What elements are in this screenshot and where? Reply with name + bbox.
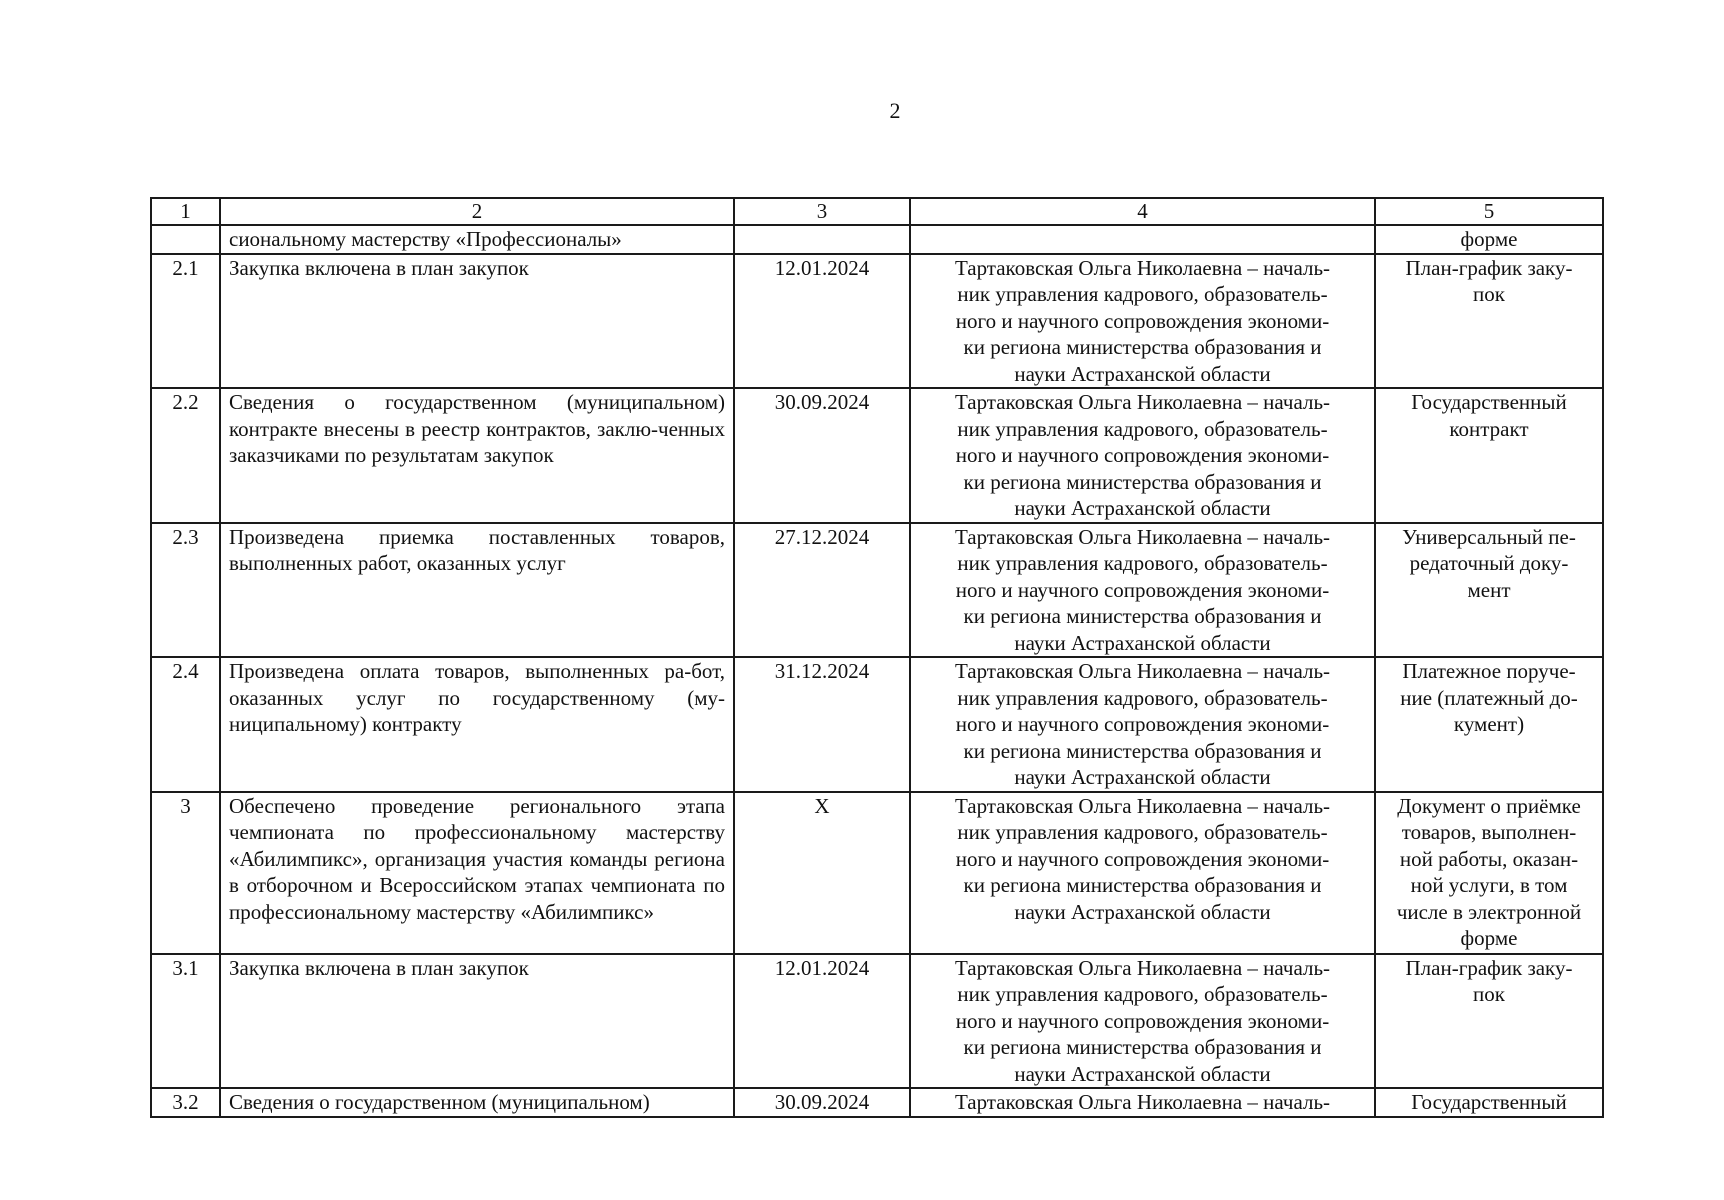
row-number: 2.1 bbox=[151, 254, 220, 389]
row-number: 2.2 bbox=[151, 388, 220, 523]
table-row bbox=[151, 523, 1603, 658]
row-responsible: Тартаковская Ольга Николаевна – началь- bbox=[910, 1088, 1375, 1117]
row-description: сиональному мастерству «Профессионалы» bbox=[220, 225, 734, 254]
row-date: X bbox=[734, 792, 910, 954]
row-responsible: Тартаковская Ольга Николаевна – началь- ник управления кадрового, образователь- ного и научного сопровождения экономи- ки региона министерства образования и науки Астраханской области bbox=[910, 657, 1375, 792]
row-responsible bbox=[910, 225, 1375, 254]
header-col-3: 3 bbox=[734, 198, 910, 225]
row-document: План-график заку- пок bbox=[1375, 254, 1603, 389]
plan-table bbox=[150, 197, 1604, 1118]
row-description: Произведена приемка поставленных товаров, выполненных работ, оказанных услуг bbox=[220, 523, 734, 658]
table-row bbox=[151, 657, 1603, 792]
row-document: форме bbox=[1375, 225, 1603, 254]
row-number: 2.3 bbox=[151, 523, 220, 658]
header-col-1: 1 bbox=[151, 198, 220, 225]
row-date: 12.01.2024 bbox=[734, 254, 910, 389]
table-header-row bbox=[151, 198, 1603, 225]
row-date bbox=[734, 225, 910, 254]
row-document: Документ о приёмке товаров, выполнен- ной работы, оказан- ной услуги, в том числе в электронной форме bbox=[1375, 792, 1603, 954]
row-number: 3.2 bbox=[151, 1088, 220, 1117]
row-document: Государственный контракт bbox=[1375, 388, 1603, 523]
table-row bbox=[151, 792, 1603, 954]
table-row bbox=[151, 388, 1603, 523]
row-description: Произведена оплата товаров, выполненных ра-бот, оказанных услуг по государственному (му-ниципальному) контракту bbox=[220, 657, 734, 792]
row-description: Закупка включена в план закупок bbox=[220, 954, 734, 1089]
row-number: 2.4 bbox=[151, 657, 220, 792]
page-number: 2 bbox=[889, 98, 901, 123]
row-document: Универсальный пе- редаточный доку- мент bbox=[1375, 523, 1603, 658]
row-document: План-график заку- пок bbox=[1375, 954, 1603, 1089]
header-col-5: 5 bbox=[1375, 198, 1603, 225]
table-row bbox=[151, 254, 1603, 389]
header-col-2: 2 bbox=[220, 198, 734, 225]
row-responsible: Тартаковская Ольга Николаевна – началь- ник управления кадрового, образователь- ного и научного сопровождения экономи- ки региона министерства образования и науки Астраханской области bbox=[910, 254, 1375, 389]
row-date: 30.09.2024 bbox=[734, 1088, 910, 1117]
row-description: Закупка включена в план закупок bbox=[220, 254, 734, 389]
row-number-cell bbox=[151, 225, 220, 254]
row-description: Сведения о государственном (муниципальном) контракте внесены в реестр контрактов, заклю-ченных заказчиками по результатам закупок bbox=[220, 388, 734, 523]
row-number: 3.1 bbox=[151, 954, 220, 1089]
row-description: Обеспечено проведение регионального этапа чемпионата по профессиональному мастерству «Абилимпикс», организация участия команды региона в отборочном и Всероссийском этапах чемпионата по профессиональному мастерству «Абилимпикс» bbox=[220, 792, 734, 954]
row-description: Сведения о государственном (муниципальном) bbox=[220, 1088, 734, 1117]
row-number: 3 bbox=[151, 792, 220, 954]
row-responsible: Тартаковская Ольга Николаевна – началь- ник управления кадрового, образователь- ного и научного сопровождения экономи- ки региона министерства образования и науки Астраханской области bbox=[910, 388, 1375, 523]
row-responsible: Тартаковская Ольга Николаевна – началь- ник управления кадрового, образователь- ного и научного сопровождения экономи- ки региона министерства образования и науки Астраханской области bbox=[910, 523, 1375, 658]
table-row bbox=[151, 954, 1603, 1089]
row-responsible: Тартаковская Ольга Николаевна – началь- ник управления кадрового, образователь- ного и научного сопровождения экономи- ки региона министерства образования и науки Астраханской области bbox=[910, 792, 1375, 954]
row-document: Платежное поруче- ние (платежный до- кумент) bbox=[1375, 657, 1603, 792]
row-document: Государственный bbox=[1375, 1088, 1603, 1117]
row-responsible: Тартаковская Ольга Николаевна – началь- ник управления кадрового, образователь- ного и научного сопровождения экономи- ки региона министерства образования и науки Астраханской области bbox=[910, 954, 1375, 1089]
row-date: 12.01.2024 bbox=[734, 954, 910, 1089]
row-date: 31.12.2024 bbox=[734, 657, 910, 792]
header-col-4: 4 bbox=[910, 198, 1375, 225]
row-date: 30.09.2024 bbox=[734, 388, 910, 523]
table-row bbox=[151, 1088, 1603, 1117]
table-row-continuation bbox=[151, 225, 1603, 254]
row-date: 27.12.2024 bbox=[734, 523, 910, 658]
